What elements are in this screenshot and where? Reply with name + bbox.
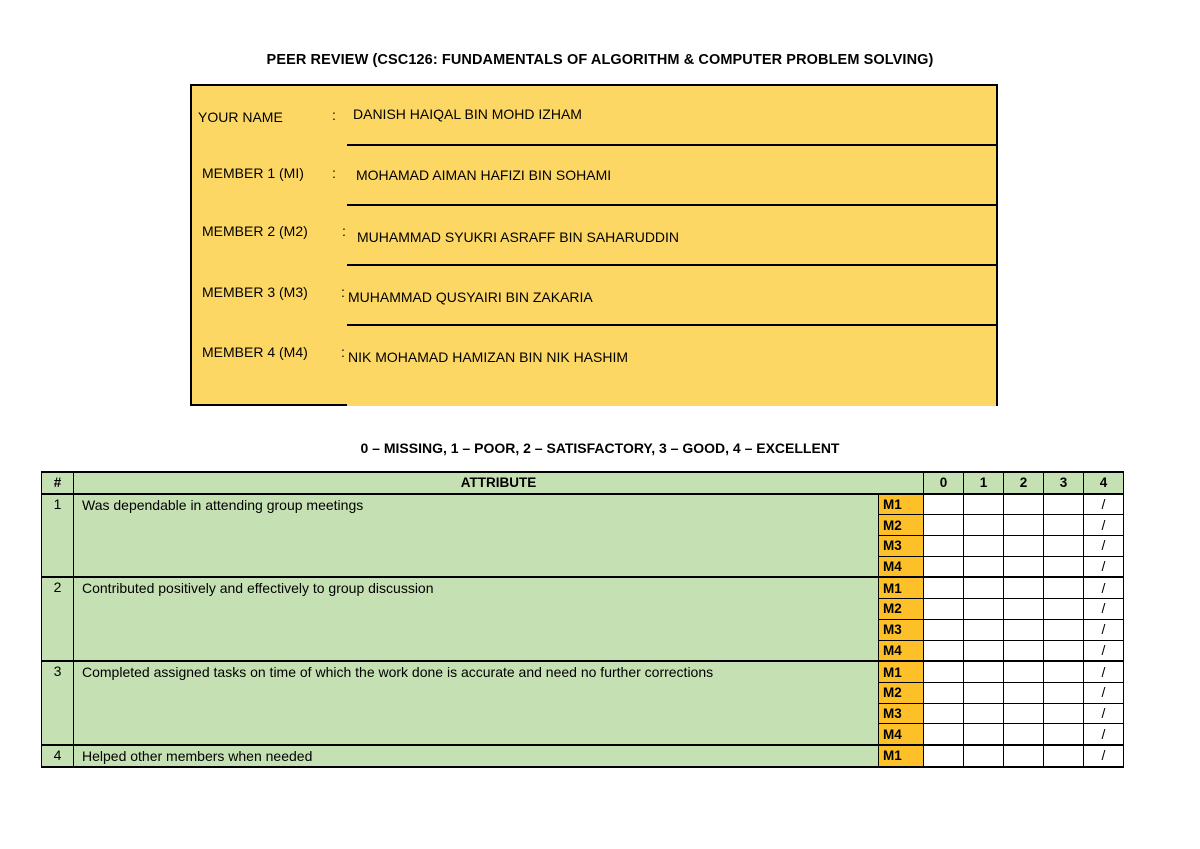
member-tag: M4 bbox=[879, 640, 924, 661]
table-row bbox=[42, 577, 1124, 598]
score-cell-1[interactable] bbox=[964, 619, 1004, 640]
score-cell-2[interactable] bbox=[1004, 515, 1044, 536]
score-cell-4[interactable]: / bbox=[1084, 661, 1124, 682]
score-cell-0[interactable] bbox=[924, 724, 964, 745]
attribute-number: 2 bbox=[42, 577, 74, 661]
score-cell-2[interactable] bbox=[1004, 536, 1044, 557]
score-cell-0[interactable] bbox=[924, 599, 964, 620]
header-score-4: 4 bbox=[1084, 472, 1124, 494]
score-cell-4[interactable]: / bbox=[1084, 619, 1124, 640]
score-cell-4[interactable]: / bbox=[1084, 703, 1124, 724]
table-row bbox=[42, 661, 1124, 682]
colon: : bbox=[332, 107, 336, 123]
score-cell-0[interactable] bbox=[924, 536, 964, 557]
score-cell-0[interactable] bbox=[924, 515, 964, 536]
colon: : bbox=[341, 344, 345, 360]
score-cell-1[interactable] bbox=[964, 682, 1004, 703]
attribute-text: Completed assigned tasks on time of which the work done is accurate and need no further corrections bbox=[74, 661, 879, 745]
member-1-label: MEMBER 1 (MI) bbox=[202, 165, 304, 181]
member-tag: M2 bbox=[879, 682, 924, 703]
member-tag: M1 bbox=[879, 577, 924, 598]
member-tag: M4 bbox=[879, 556, 924, 577]
score-cell-3[interactable] bbox=[1044, 494, 1084, 515]
score-cell-3[interactable] bbox=[1044, 661, 1084, 682]
score-cell-3[interactable] bbox=[1044, 724, 1084, 745]
names-box-bottom-border bbox=[190, 404, 347, 406]
member-tag: M2 bbox=[879, 515, 924, 536]
your-name-value: DANISH HAIQAL BIN MOHD IZHAM bbox=[353, 106, 582, 122]
score-cell-1[interactable] bbox=[964, 640, 1004, 661]
member-tag: M4 bbox=[879, 724, 924, 745]
score-cell-0[interactable] bbox=[924, 494, 964, 515]
score-cell-3[interactable] bbox=[1044, 577, 1084, 598]
score-cell-3[interactable] bbox=[1044, 745, 1084, 767]
attribute-text: Helped other members when needed bbox=[74, 745, 879, 767]
peer-review-table bbox=[41, 471, 1124, 768]
score-cell-2[interactable] bbox=[1004, 577, 1044, 598]
header-attribute: ATTRIBUTE bbox=[74, 472, 924, 494]
table-header-row bbox=[42, 472, 1124, 494]
score-cell-1[interactable] bbox=[964, 577, 1004, 598]
score-cell-1[interactable] bbox=[964, 494, 1004, 515]
score-cell-1[interactable] bbox=[964, 745, 1004, 767]
member-tag: M3 bbox=[879, 703, 924, 724]
score-cell-4[interactable]: / bbox=[1084, 556, 1124, 577]
score-cell-2[interactable] bbox=[1004, 494, 1044, 515]
score-cell-3[interactable] bbox=[1044, 682, 1084, 703]
score-cell-4[interactable]: / bbox=[1084, 599, 1124, 620]
score-cell-2[interactable] bbox=[1004, 682, 1044, 703]
rating-scale-legend: 0 – MISSING, 1 – POOR, 2 – SATISFACTORY, 3 – GOOD, 4 – EXCELLENT bbox=[360, 440, 840, 456]
attribute-number: 3 bbox=[42, 661, 74, 745]
score-cell-3[interactable] bbox=[1044, 556, 1084, 577]
score-cell-0[interactable] bbox=[924, 661, 964, 682]
colon: : bbox=[342, 223, 346, 239]
table-row bbox=[42, 494, 1124, 515]
member-names-box bbox=[190, 84, 998, 406]
score-cell-0[interactable] bbox=[924, 619, 964, 640]
score-cell-4[interactable]: / bbox=[1084, 515, 1124, 536]
member-2-label: MEMBER 2 (M2) bbox=[202, 223, 308, 239]
score-cell-2[interactable] bbox=[1004, 745, 1044, 767]
page-title: PEER REVIEW (CSC126: FUNDAMENTALS OF ALGORITHM & COMPUTER PROBLEM SOLVING) bbox=[266, 52, 934, 68]
score-cell-4[interactable]: / bbox=[1084, 682, 1124, 703]
member-tag: M3 bbox=[879, 619, 924, 640]
score-cell-2[interactable] bbox=[1004, 556, 1044, 577]
header-number: # bbox=[42, 472, 74, 494]
score-cell-1[interactable] bbox=[964, 515, 1004, 536]
score-cell-3[interactable] bbox=[1044, 599, 1084, 620]
score-cell-1[interactable] bbox=[964, 703, 1004, 724]
score-cell-1[interactable] bbox=[964, 556, 1004, 577]
score-cell-2[interactable] bbox=[1004, 599, 1044, 620]
header-score-1: 1 bbox=[964, 472, 1004, 494]
header-score-0: 0 bbox=[924, 472, 964, 494]
attribute-number: 1 bbox=[42, 494, 74, 578]
score-cell-4[interactable]: / bbox=[1084, 745, 1124, 767]
header-score-2: 2 bbox=[1004, 472, 1044, 494]
score-cell-4[interactable]: / bbox=[1084, 494, 1124, 515]
score-cell-3[interactable] bbox=[1044, 703, 1084, 724]
score-cell-1[interactable] bbox=[964, 536, 1004, 557]
member-tag: M1 bbox=[879, 745, 924, 767]
member-tag: M1 bbox=[879, 661, 924, 682]
your-name-label: YOUR NAME bbox=[198, 109, 283, 125]
score-cell-3[interactable] bbox=[1044, 640, 1084, 661]
score-cell-4[interactable]: / bbox=[1084, 577, 1124, 598]
score-cell-0[interactable] bbox=[924, 682, 964, 703]
colon: : bbox=[341, 284, 345, 300]
score-cell-3[interactable] bbox=[1044, 619, 1084, 640]
member-4-row bbox=[192, 326, 996, 386]
member-4-label: MEMBER 4 (M4) bbox=[202, 344, 308, 360]
score-cell-3[interactable] bbox=[1044, 515, 1084, 536]
score-cell-4[interactable]: / bbox=[1084, 536, 1124, 557]
score-cell-1[interactable] bbox=[964, 661, 1004, 682]
member-2-row bbox=[192, 206, 996, 266]
member-1-row bbox=[192, 146, 996, 206]
member-tag: M3 bbox=[879, 536, 924, 557]
score-cell-3[interactable] bbox=[1044, 536, 1084, 557]
member-2-value: MUHAMMAD SYUKRI ASRAFF BIN SAHARUDDIN bbox=[357, 229, 680, 245]
attribute-text: Was dependable in attending group meetings bbox=[74, 494, 879, 578]
score-cell-0[interactable] bbox=[924, 577, 964, 598]
colon: : bbox=[332, 165, 336, 181]
member-3-label: MEMBER 3 (M3) bbox=[202, 284, 308, 300]
member-3-row bbox=[192, 266, 996, 326]
score-cell-2[interactable] bbox=[1004, 661, 1044, 682]
score-cell-4[interactable]: / bbox=[1084, 640, 1124, 661]
score-cell-0[interactable] bbox=[924, 745, 964, 767]
score-cell-1[interactable] bbox=[964, 724, 1004, 745]
score-cell-0[interactable] bbox=[924, 556, 964, 577]
member-4-value: NIK MOHAMAD HAMIZAN BIN NIK HASHIM bbox=[348, 349, 629, 365]
score-cell-0[interactable] bbox=[924, 640, 964, 661]
member-1-value: MOHAMAD AIMAN HAFIZI BIN SOHAMI bbox=[356, 167, 612, 183]
score-cell-0[interactable] bbox=[924, 703, 964, 724]
member-3-value: MUHAMMAD QUSYAIRI BIN ZAKARIA bbox=[348, 289, 593, 305]
member-tag: M2 bbox=[879, 599, 924, 620]
attribute-text: Contributed positively and effectively to group discussion bbox=[74, 577, 879, 661]
score-cell-4[interactable]: / bbox=[1084, 724, 1124, 745]
attribute-number: 4 bbox=[42, 745, 74, 767]
score-cell-2[interactable] bbox=[1004, 724, 1044, 745]
score-cell-2[interactable] bbox=[1004, 619, 1044, 640]
score-cell-2[interactable] bbox=[1004, 640, 1044, 661]
table-row bbox=[42, 745, 1124, 767]
header-score-3: 3 bbox=[1044, 472, 1084, 494]
your-name-row bbox=[192, 86, 996, 146]
score-cell-1[interactable] bbox=[964, 599, 1004, 620]
member-tag: M1 bbox=[879, 494, 924, 515]
score-cell-2[interactable] bbox=[1004, 703, 1044, 724]
